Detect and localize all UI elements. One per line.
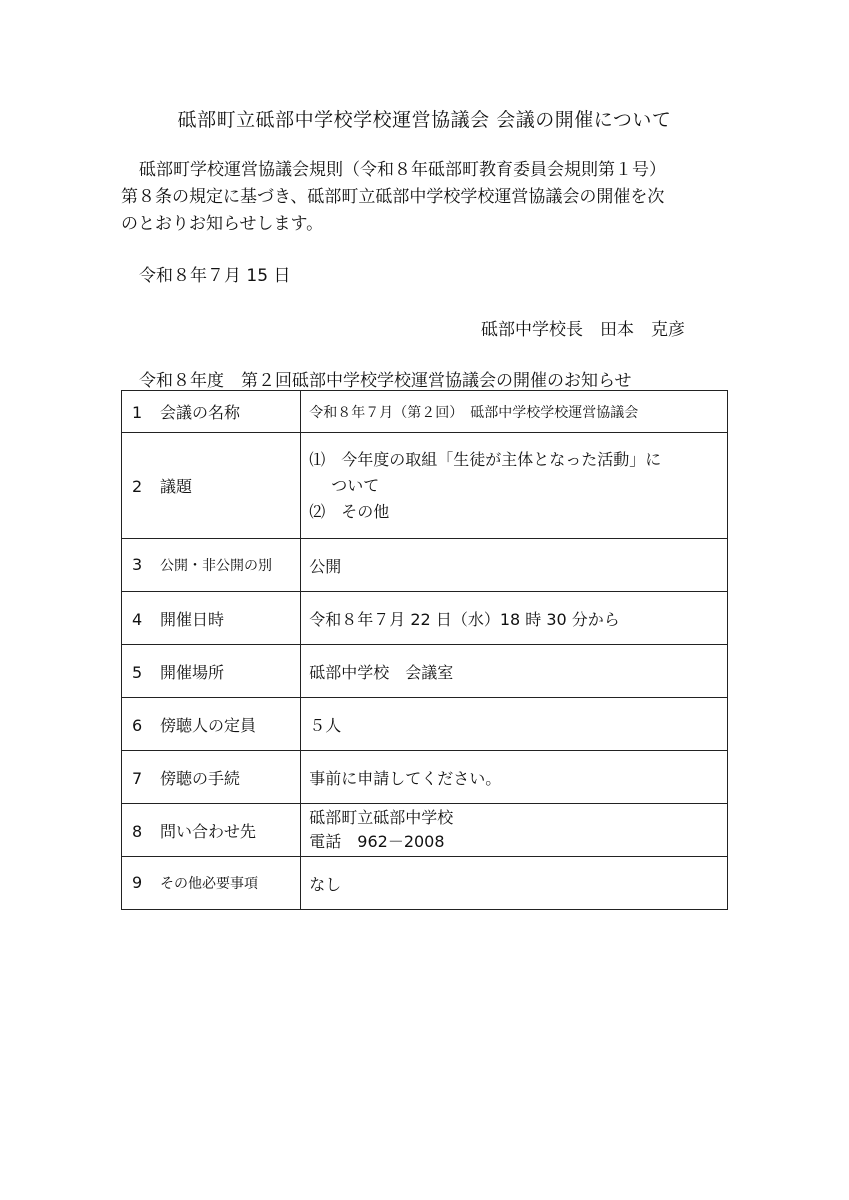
table-row <box>122 751 728 804</box>
row-label: 傍聴人の定員 <box>160 715 257 735</box>
table-row <box>122 391 728 433</box>
row-label: 公開・非公開の別 <box>160 558 272 574</box>
row-value: なし <box>309 874 342 894</box>
table-caption: 令和８年度 第２回砥部中学校学校運営協議会の開催のお知らせ <box>139 371 632 391</box>
intro-paragraph <box>121 157 731 238</box>
row-value: 令和８年７月（第２回） 砥部中学校学校運営協議会 <box>309 404 639 421</box>
row-number: 5 <box>132 662 143 682</box>
row-value: 公開 <box>309 556 342 576</box>
table-row <box>122 698 728 751</box>
row-value-cell <box>301 804 728 857</box>
row-value-cell <box>301 539 728 592</box>
row-label-cell <box>122 433 301 539</box>
info-table <box>121 390 728 910</box>
row-label-cell <box>122 592 301 645</box>
table-row <box>122 804 728 857</box>
row-value: 事前に申請してください。 <box>309 768 502 788</box>
row-value-cell <box>301 857 728 910</box>
row-value-cell <box>301 645 728 698</box>
table-row <box>122 433 728 539</box>
table-row <box>122 645 728 698</box>
agenda-item: ⑵ その他 <box>309 501 390 521</box>
intro-line: 第８条の規定に基づき、砥部町立砥部中学校学校運営協議会の開催を次 <box>121 187 665 207</box>
table-row <box>122 592 728 645</box>
row-value: 砥部中学校 会議室 <box>309 662 454 682</box>
contact-line: 電話 962－2008 <box>309 832 445 851</box>
contact-line: 砥部町立砥部中学校 <box>309 808 454 827</box>
row-label-cell <box>122 698 301 751</box>
row-label: 問い合わせ先 <box>160 821 257 841</box>
row-value-cell <box>301 698 728 751</box>
issue-date: 令和８年７月 15 日 <box>139 266 291 286</box>
agenda-item-continued: ついて <box>331 475 380 495</box>
row-value-cell <box>301 391 728 433</box>
row-label-cell <box>122 751 301 804</box>
row-number: 2 <box>132 477 143 496</box>
agenda-item: ⑴ 今年度の取組「生徒が主体となった活動」に <box>309 449 662 469</box>
row-value-cell <box>301 751 728 804</box>
table-row <box>122 539 728 592</box>
row-label-cell <box>122 539 301 592</box>
row-label-cell <box>122 391 301 433</box>
row-number: 6 <box>132 715 143 735</box>
intro-line: のとおりお知らせします。 <box>121 214 324 234</box>
row-label: その他必要事項 <box>160 876 258 892</box>
row-number: 8 <box>132 821 143 841</box>
row-label-cell <box>122 857 301 910</box>
row-label: 開催場所 <box>160 662 225 682</box>
row-value: ５人 <box>309 715 342 735</box>
row-label: 会議の名称 <box>160 403 241 422</box>
row-value: 令和８年７月 22 日（水）18 時 30 分から <box>309 609 620 629</box>
row-label: 開催日時 <box>160 609 225 629</box>
row-number: 9 <box>132 873 143 892</box>
table-row <box>122 857 728 910</box>
row-number: 4 <box>132 609 143 629</box>
row-label-cell <box>122 804 301 857</box>
row-label: 傍聴の手続 <box>160 768 241 788</box>
row-value-cell <box>301 433 728 539</box>
intro-line: 砥部町学校運営協議会規則（令和８年砥部町教育委員会規則第１号） <box>139 160 666 180</box>
row-number: 1 <box>132 403 143 422</box>
signer: 砥部中学校長 田本 克彦 <box>481 320 685 340</box>
row-number: 3 <box>132 555 143 574</box>
row-label-cell <box>122 645 301 698</box>
document-title: 砥部町立砥部中学校学校運営協議会 会議の開催について <box>177 109 672 131</box>
row-value-cell <box>301 592 728 645</box>
row-label: 議題 <box>160 477 193 496</box>
row-number: 7 <box>132 768 143 788</box>
